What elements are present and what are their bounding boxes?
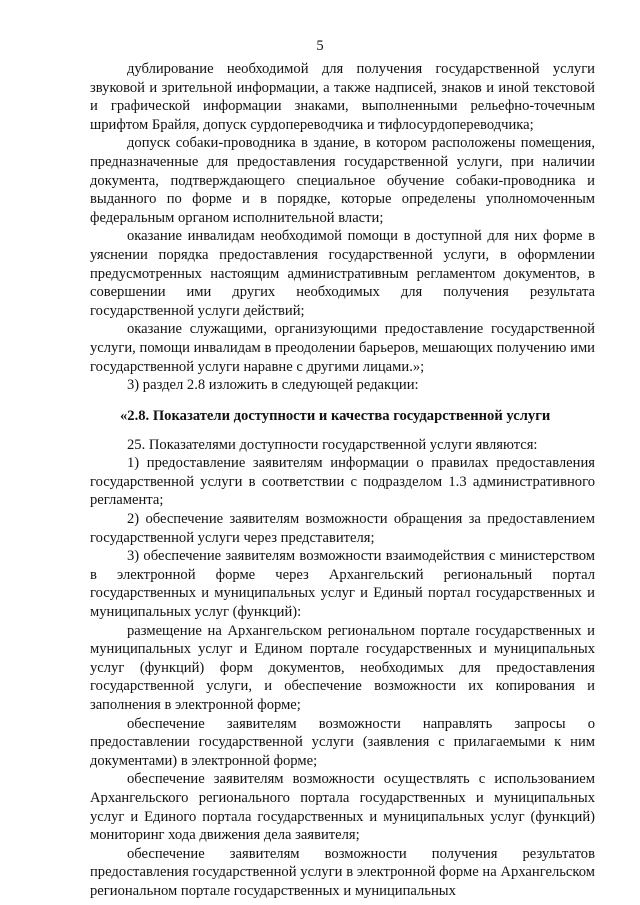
paragraph: 3) обеспечение заявителям возможности взаимодействия с министерством в электронной форме через Архангельский региональный портал государственных и муниципальных услуг и Единый портал государственных и муниципальных услуг (функций):	[90, 548, 595, 621]
paragraph: 3) раздел 2.8 изложить в следующей редакции:	[127, 377, 419, 394]
paragraph: дублирование необходимой для получения государственной услуги звуковой и зрительной информации, а также надписей, знаков и иной текстовой и графической информации знаками, выполненными рельефно-точечным шрифтом Брайля, допуск сурдопереводчика и тифлосурдопереводчика;	[90, 61, 595, 133]
paragraph: обеспечение заявителям возможности получения результатов предоставления государственной услуги в электронной форме на Архангельском региональном портале государственных и муниципальных	[90, 845, 595, 899]
paragraph: 25. Показателями доступности государственной услуги являются:	[127, 436, 538, 453]
paragraph: 1) предоставление заявителям информации о правилах предоставления государственной услуги в соответствии с подразделом 1.3 административного регламента;	[90, 455, 595, 509]
paragraph: оказание инвалидам необходимой помощи в доступной для них форме в уяснении порядка предоставления государственной услуги, в оформлении предусмотренных настоящим административным регламентом документов, в совершении ими других необходимых для получения результата государственной услуги действий;	[90, 228, 595, 319]
paragraph: размещение на Архангельском региональном портале государственных и муниципальных услуг и Едином портале государственных и муниципальных услуг (функций) форм документов, необходимых для предоставления государственной услуги, и обеспечение возможности их копирования и заполнения в электронной форме;	[90, 622, 595, 713]
page-number: 5	[316, 38, 324, 54]
paragraph: оказание служащими, организующими предоставление государственной услуги, помощи инвалидам в преодолении барьеров, мешающих получению ими государственной услуги наравне с другими лицами.»;	[90, 321, 595, 375]
paragraph: обеспечение заявителям возможности направлять запросы о предоставлении государственной услуги (заявления с прилагаемыми к ним документами) в электронной форме;	[90, 715, 595, 769]
paragraph: допуск собаки-проводника в здание, в котором расположены помещения, предназначенные для предоставления государственной услуги, при наличии документа, подтверждающего специальное обучение собаки-проводника и выданного по форме и в порядке, которые определены уполномоченным федеральным органом исполнительной власти;	[90, 135, 595, 226]
document-body	[90, 60, 595, 901]
paragraph: обеспечение заявителям возможности осуществлять с использованием Архангельского регионального портала государственных и муниципальных услуг и Единого портала государственных и муниципальных услуг (функций) мониторинг хода движения дела заявителя;	[90, 771, 595, 844]
paragraph: 2) обеспечение заявителям возможности обращения за предоставлением государственной услуги через представителя;	[90, 511, 595, 546]
section-heading: «2.8. Показатели доступности и качества государственной услуги	[120, 407, 551, 424]
